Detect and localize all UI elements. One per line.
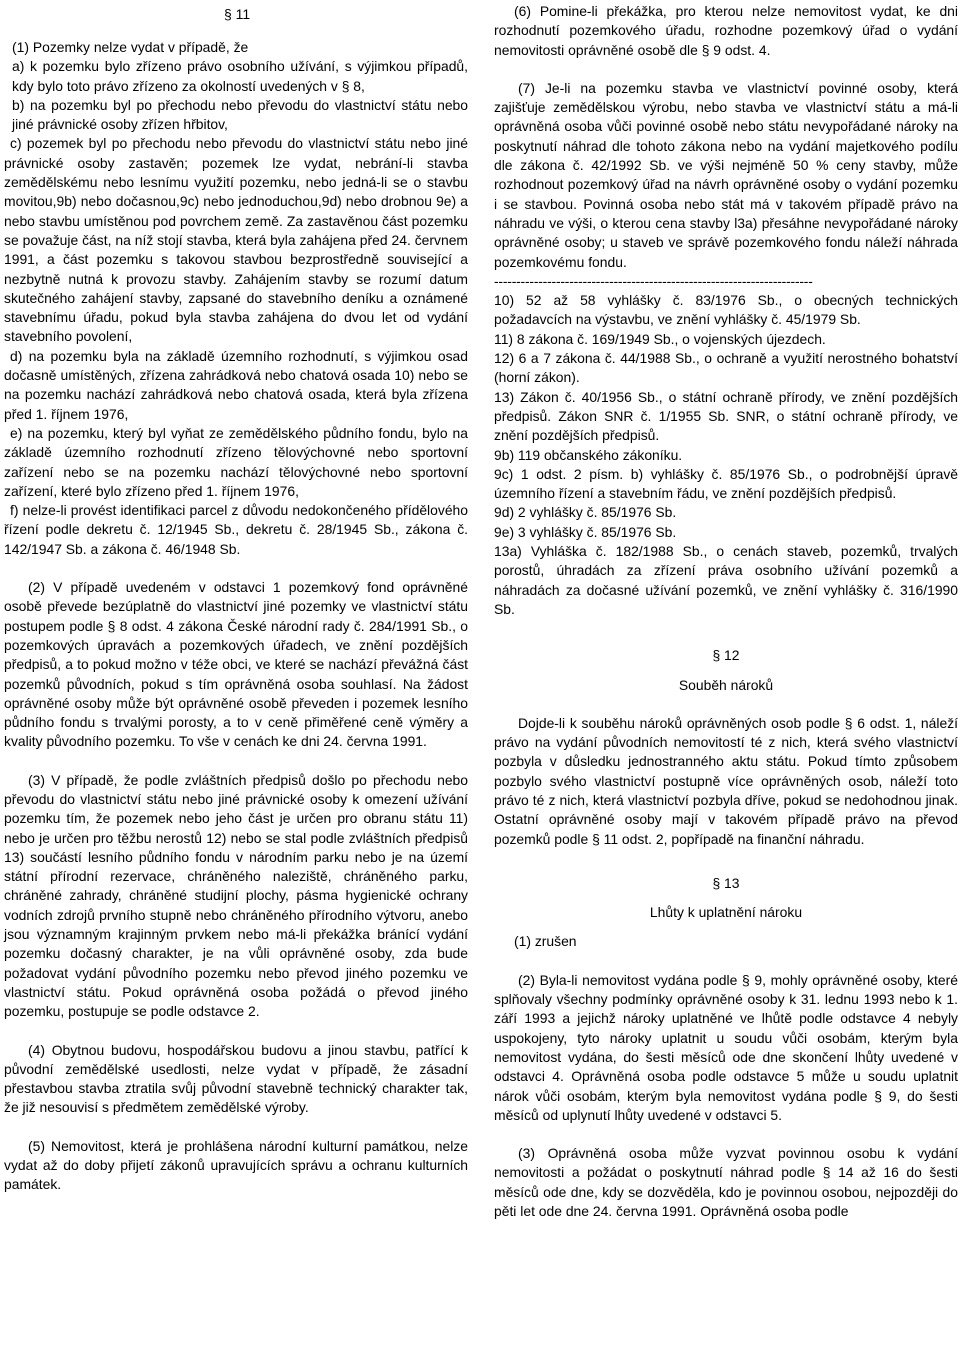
- footnote-12: 12) 6 a 7 zákona č. 44/1988 Sb., o ochraně a využití nerostného bohatství (horní zákon).: [494, 350, 958, 386]
- paragraph-5: (5) Nemovitost, která je prohlášena národní kulturní památkou, nelze vydat až do doby přijetí zákonů upravujících správu a ochranu kulturních památek.: [4, 1137, 468, 1193]
- section-12-title: Souběh nároků: [678, 676, 774, 693]
- footnote-9b: 9b) 119 občanského zákoníku.: [494, 446, 683, 463]
- left-column: [4, 38, 468, 1195]
- paragraph-1-item-e: e) na pozemku, který byl vyňat ze zemědělského půdního fondu, bylo na základě územního rozhodnutí zřízeno tělovýchovné nebo sportovní zařízení nebo se na pozemku nachází tělovýchovné nebo sportovní zařízení, které bylo zřízeno před 1. říjnem 1976,: [4, 424, 468, 499]
- footnote-9c: 9c) 1 odst. 2 písm. b) vyhlášky č. 85/1976 Sb., o podrobnější úpravě územního řízení a stavebním řádu, ve znění pozdějších předpisů.: [494, 465, 958, 502]
- paragraph-7: (7) Je-li na pozemku stavba ve vlastnictví povinné osoby, která zajišťuje zemědělskou výrobu, nebo stavba ve vlastnictví státu a má-li oprávněná osoba vůči povinné osobě nebo státu nevypořádané nároky na poskytnutí náhrad dle tohoto zákona nebo na vydání majetkového podílu dle zákona č. 42/1992 Sb. ve výši nejméně 50 % ceny stavby, může rozhodnout pozemkový úřad na návrh oprávněné osoby o vydání pozemku i se stavbou. Povinná osoba nebo stát má v takovém případě právo na náhradu ve výši, o kterou cena stavby l3a) přesáhne nevypořádané nároky oprávněné osoby; u staveb ve správě pozemkového fondu náleží náhrada pozemkovému fondu.: [494, 79, 958, 270]
- paragraph-1-item-b: b) na pozemku byl po přechodu nebo převodu do vlastnictví státu nebo jiné právnické osoby zřízen hřbitov,: [12, 96, 468, 133]
- footnote-10: 10) 52 až 58 vyhlášky č. 83/1976 Sb., o obecných technických požadavcích na výstavbu, ve znění vyhlášky č. 45/1979 Sb.: [494, 292, 958, 328]
- footnote-11: 11) 8 zákona č. 169/1949 Sb., o vojenských újezdech.: [494, 330, 826, 347]
- paragraph-3: (3) V případě, že podle zvláštních předpisů došlo po přechodu nebo převodu do vlastnictví státu nebo jiné právnické osoby k omezení užívání pozemku tím, že pozemek nebo jeho část je určen pro obranu státu 11) nebo je určen pro těžbu nerostů 12) nebo se stal podle zvláštních předpisů 13) součástí lesního půdního fondu v národním parku nebo je na území státní přírodní rezervace, chráněného naleziště, chráněného parku, chráněné zahrady, chráněné studijní plochy, pásma hygienické ochrany vodních zdrojů prvního stupně nebo chráněného přírodního výtvoru, anebo jsou významným krajinným prvkem nebo má-li překážka bránící vydání pozemku dočasný charakter, je na vůli oprávněné osoby, zda bude požadovat vydání původního pozemku nebo převod jiného pozemku ve vlastnictví státu. Pokud oprávněná osoba požádá o převod jiného pozemku, postupuje se podle odstavce 2.: [4, 771, 468, 1020]
- footnote-13a: 13a) Vyhláška č. 182/1988 Sb., o cenách staveb, pozemků, trvalých porostů, úhradách za zřízení práva osobního užívání pozemků a náhradách za dočasné užívání pozemků, ve znění vyhlášky č. 316/1990 Sb.: [494, 543, 958, 617]
- section-12-text: Dojde-li k souběhu nároků oprávněných osob podle § 6 odst. 1, náleží právo na vydání původních nemovitostí té z nich, která svého vlastnictví pozbyla v důsledku jednostranného aktu státu. Pokud tímto způsobem pozbylo svého vlastnictví postupně více oprávněných osob, náleží toto právo té z nich, která vlastnictví pozbyla dříve, pokud se nedohodnou jinak. Ostatní oprávněné osoby mají v takovém případě právo na převod pozemků podle § 11 odst. 2, popřípadě na finanční náhradu.: [494, 714, 958, 847]
- section-13-paragraph-1: (1) zrušen: [514, 933, 577, 950]
- section-number-13: § 13: [712, 874, 740, 891]
- paragraph-1-item-a: a) k pozemku bylo zřízeno právo osobního užívání, s výjimkou případů, kdy bylo toto právo zřízeno za okolností uvedených v § 8,: [12, 58, 468, 94]
- footnote-13: 13) Zákon č. 40/1956 Sb., o státní ochraně přírody, ve znění pozdějších předpisů. Zákon SNR č. 1/1955 Sb. SNR, o státní ochraně přírody, ve znění pozdějších předpisů.: [494, 388, 958, 444]
- paragraph-6: (6) Pomine-li překážka, pro kterou nelze nemovitost vydat, ke dni rozhodnutí pozemkového úřadu, rozhodne pozemkový úřad o vydání nemovitosti oprávněné osobě dle § 9 odst. 4.: [494, 3, 958, 58]
- right-column: [494, 2, 958, 1221]
- paragraph-1-item-c: c) pozemek byl po přechodu nebo převodu do vlastnictví státu nebo jiné právnické osoby zastavěn; pozemek lze vydat, nebrání-li stavba zemědělskému nebo lesnímu využití pozemku, nebo jedná-li se o stavbu movitou,9b) nebo dočasnou,9c) nebo jednoduchou,9d) nebo drobnou 9e) a nebo stavbu umístěnou pod povrchem země. Za zastavěnou část pozemku se považuje část, na níž stojí stavba, která byla zahájena před 24. červnem 1991, a část pozemku s takovou stavbou bezprostředně související a nezbytně nutná k provozu stavby. Zahájením stavby se rozumí datum skutečného zahájení stavby, zapsané do stavebního deníku a oznámené stavebnímu úřadu, pokud byla stavba zahájena do dvou let od vydání stavebního povolení,: [4, 135, 468, 345]
- footnote-9d: 9d) 2 vyhlášky č. 85/1976 Sb.: [494, 504, 677, 521]
- section-number-12: § 12: [712, 647, 740, 664]
- section-13-paragraph-3: (3) Oprávněná osoba může vyzvat povinnou osobu k vydání nemovitosti a požádat o poskytnutí náhrad podle § 14 až 16 do šesti měsíců ode dne, kdy se dozvěděla, kdo je povinnou osobou, nejpozději do pěti let ode dne 24. června 1991. Oprávněná osoba podle: [494, 1145, 958, 1220]
- section-13-title: Lhůty k uplatnění nároku: [649, 904, 803, 921]
- paragraph-4: (4) Obytnou budovu, hospodářskou budovu a jinou stavbu, patřící k původní zemědělské usedlosti, nelze vydat v případě, že zásadní přestavbou stavba ztratila svůj původní stavebně technický charakter tak, že již nesouvisí s předmětem zemědělské výroby.: [4, 1041, 468, 1116]
- paragraph-1-item-f: f) nelze-li provést identifikaci parcel z důvodu nedokončeného přídělového řízení podle dekretu č. 12/1945 Sb., dekretu č. 28/1945 Sb., zákona č. 142/1947 Sb. a zákona č. 46/1948 Sb.: [4, 502, 468, 557]
- footnote-divider: ------------------------------------------------------------------------: [494, 272, 813, 289]
- paragraph-1-item-d: d) na pozemku byla na základě územního rozhodnutí, s výjimkou osad dočasně umístěných, zřízena zahrádková nebo chatová osada 10) nebo se na pozemku nachází zahrádková nebo chatová osada, která byla zřízena před 1. říjnem 1976,: [4, 347, 468, 422]
- section-13-paragraph-2: (2) Byla-li nemovitost vydána podle § 9, mohly oprávněné osoby, které splňovaly všechny podmínky oprávněné osoby k 31. lednu 1993 nebo k 1. září 1993 a jejichž nároky uplatněné ve lhůtě podle odstavce 4 nebyly uspokojeny, tyto nároky uplatnit u soudu vůči osobám, kterým byla nemovitost vydána, do šesti měsíců ode dne skončení lhůty uvedené v odstavci 4. Oprávněná osoba podle odstavce 5 může u soudu uplatnit nárok vůči osobám, kterým byla nemovitost vydána podle § 9, do šesti měsíců od uplynutí lhůty uvedené v odstavci 5.: [494, 971, 958, 1123]
- section-number-11: § 11: [224, 6, 251, 22]
- footnote-9e: 9e) 3 vyhlášky č. 85/1976 Sb.: [494, 523, 677, 540]
- paragraph-1-intro: (1) Pozemky nelze vydat v případě, že: [12, 39, 249, 55]
- paragraph-2: (2) V případě uvedeném v odstavci 1 pozemkový fond oprávněné osobě převede bezúplatně do vlastnictví jiné pozemky ve vlastnictví státu postupem podle § 8 odst. 4 zákona České národní rady č. 284/1991 Sb., o pozemkových úpravách a pozemkových úřadech, ve znění pozdějších předpisů, a to pokud možno v téže obci, ve které se nachází převážná část pozemků původních, pokud s tím oprávněná osoba souhlasí. Na žádost oprávněné osoby může být oprávněné osobě převeden i pozemek lesního půdního fondu s trvalými porosty, a to v ceně přiměřené ceně výměry a kvality původního pozemku. To vše v cenách ke dni 24. června 1991.: [4, 579, 468, 750]
